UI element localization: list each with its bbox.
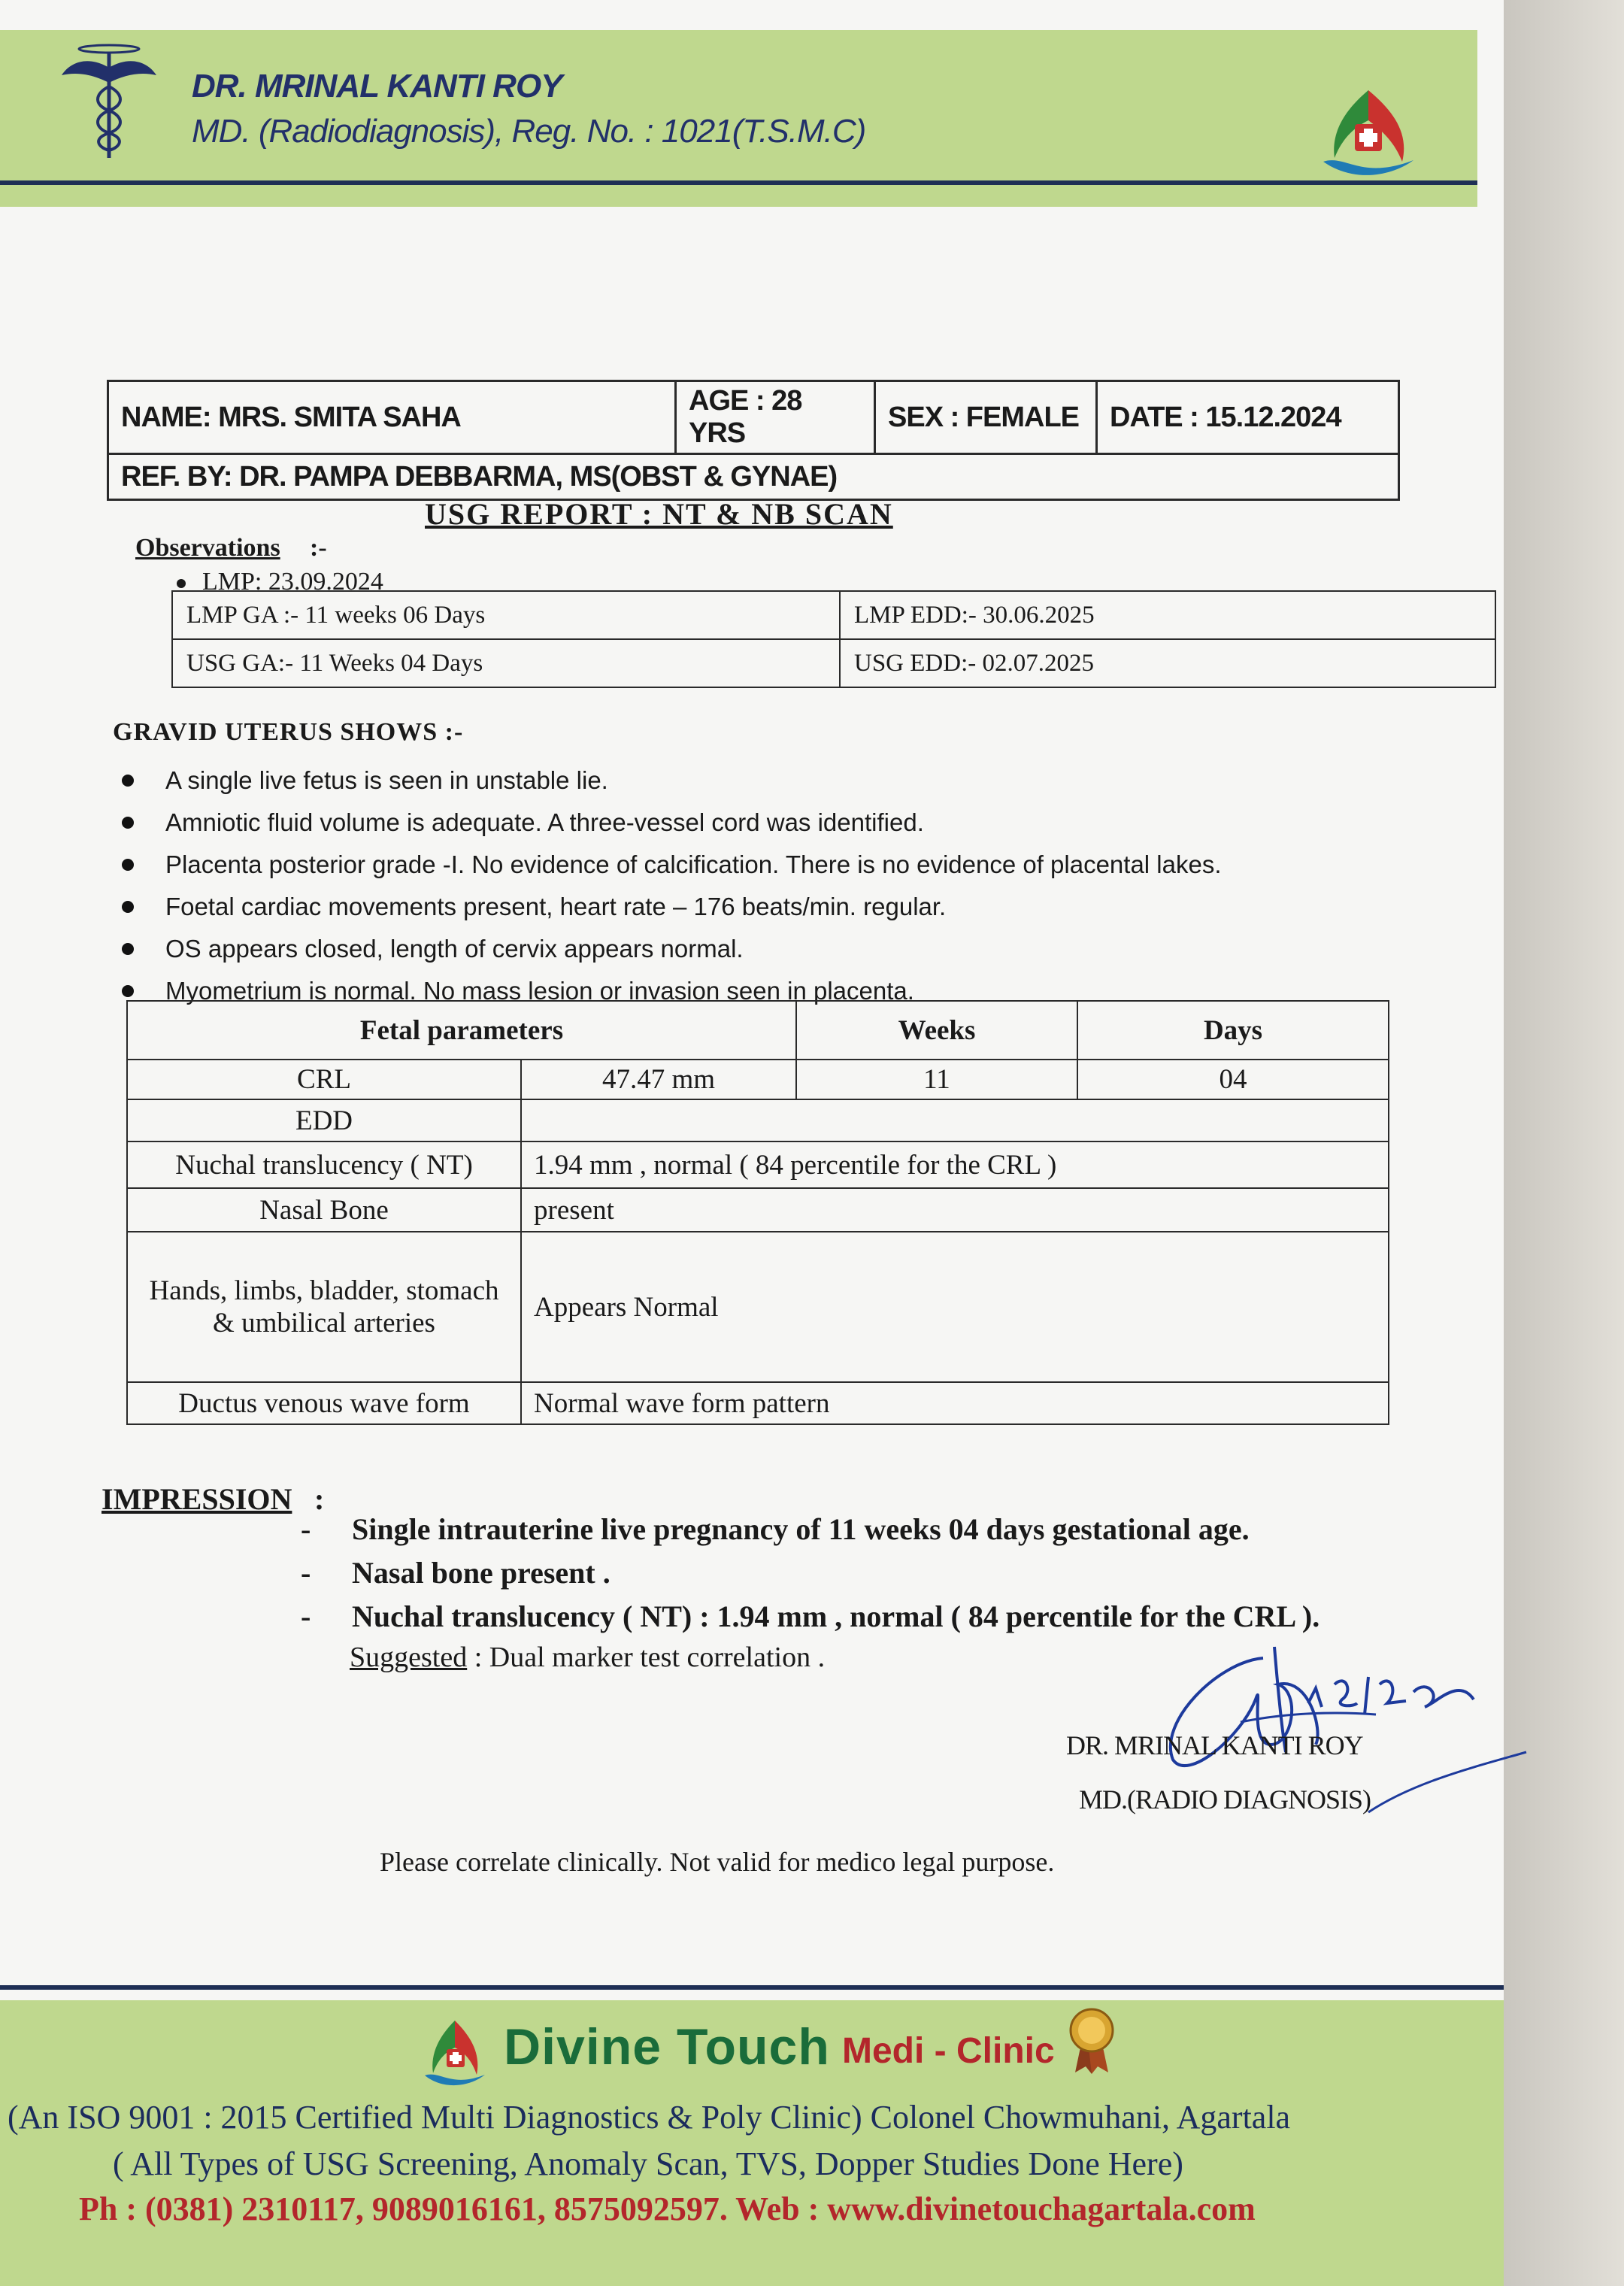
desk-background xyxy=(1504,0,1624,2286)
report-title: USG REPORT : NT & NB SCAN xyxy=(425,497,893,531)
list-item: A single live fetus is seen in unstable lie. xyxy=(113,759,1222,802)
footer-rule xyxy=(0,1985,1504,1990)
footer-line-contact: Ph : (0381) 2310117, 9089016161, 8575092597. Web : www.divinetouchagartala.com xyxy=(79,2190,1256,2227)
bullet-icon xyxy=(122,817,134,829)
hands-label: Hands, limbs, bladder, stomach & umbilical arteries xyxy=(127,1232,521,1382)
list-item: Placenta posterior grade -I. No evidence of calcification. There is no evidence of placental lakes. xyxy=(113,844,1222,886)
bullet-icon xyxy=(122,901,134,913)
impression-heading-suffix: : xyxy=(314,1482,325,1516)
caduceus-icon xyxy=(60,41,158,162)
clinic-brand-sub: Medi - Clinic xyxy=(842,2031,1055,2071)
crl-value: 47.47 mm xyxy=(521,1060,796,1099)
fetal-parameters-table xyxy=(126,1000,1389,1425)
impression-heading: IMPRESSION xyxy=(102,1482,292,1516)
crl-label: CRL xyxy=(127,1060,521,1099)
lmp-edd: LMP EDD:- 30.06.2025 xyxy=(840,591,1495,639)
header-fetal-parameters: Fetal parameters xyxy=(127,1001,796,1060)
dash-marker: - xyxy=(301,1512,311,1546)
list-item: - Single intrauterine live pregnancy of 11 weeks 04 days gestational age. xyxy=(301,1508,1320,1551)
clinic-brand-name: Divine Touch xyxy=(504,2018,830,2075)
signatory-qualification: MD.(RADIO DIAGNOSIS) xyxy=(1079,1784,1371,1815)
bullet-icon xyxy=(122,943,134,955)
impression-list xyxy=(301,1508,1320,1639)
letterhead-rule xyxy=(0,180,1477,185)
bullet-icon xyxy=(122,859,134,871)
observations-heading: Observations xyxy=(135,534,280,562)
nt-value: 1.94 mm , normal ( 84 percentile for the CRL ) xyxy=(521,1141,1389,1188)
bullet-icon xyxy=(122,985,134,997)
referred-by: REF. BY: DR. PAMPA DEBBARMA, MS(OBST & GYNAE) xyxy=(108,454,1399,500)
clinic-logo-icon xyxy=(421,2019,489,2090)
suggested-line xyxy=(350,1641,825,1674)
list-item: Amniotic fluid volume is adequate. A three-vessel cord was identified. xyxy=(113,802,1222,844)
ductus-venous-value: Normal wave form pattern xyxy=(521,1382,1389,1424)
lmp-value: LMP: 23.09.2024 xyxy=(202,568,383,596)
nt-label: Nuchal translucency ( NT) xyxy=(127,1141,521,1188)
ductus-venous-label: Ductus venous wave form xyxy=(127,1382,521,1424)
doctor-name: DR. MRINAL KANTI ROY xyxy=(192,68,562,105)
list-item: - Nasal bone present . xyxy=(301,1551,1320,1595)
edd-label: EDD xyxy=(127,1099,521,1141)
header-days: Days xyxy=(1077,1001,1389,1060)
footer-line-services: ( All Types of USG Screening, Anomaly Scan, TVS, Dopper Studies Done Here) xyxy=(113,2145,1183,2182)
usg-ga: USG GA:- 11 Weeks 04 Days xyxy=(172,639,840,687)
header-weeks: Weeks xyxy=(796,1001,1077,1060)
iso-seal-icon xyxy=(1068,2006,1116,2074)
usg-edd: USG EDD:- 02.07.2025 xyxy=(840,639,1495,687)
signatory-name: DR. MRINAL KANTI ROY xyxy=(1066,1730,1363,1760)
findings-list xyxy=(113,759,1222,1012)
suggested-text: : Dual marker test correlation . xyxy=(467,1642,826,1673)
crl-weeks: 11 xyxy=(796,1060,1077,1099)
edd-value xyxy=(521,1099,1389,1141)
patient-info-table xyxy=(107,380,1400,501)
dash-marker: - xyxy=(301,1556,311,1590)
doctor-qualification: MD. (Radiodiagnosis), Reg. No. : 1021(T.S.M.C) xyxy=(192,113,866,150)
dash-marker: - xyxy=(301,1599,311,1633)
list-item: Myometrium is normal. No mass lesion or invasion seen in placenta. xyxy=(113,970,1222,1012)
crl-days: 04 xyxy=(1077,1060,1389,1099)
bullet-icon xyxy=(177,579,186,588)
lmp-ga: LMP GA :- 11 weeks 06 Days xyxy=(172,591,840,639)
bullet-icon xyxy=(122,775,134,787)
nasal-bone-label: Nasal Bone xyxy=(127,1188,521,1232)
footer-line-iso: (An ISO 9001 : 2015 Certified Multi Diagnostics & Poly Clinic) Colonel Chowmuhani, Agartala xyxy=(8,2099,1291,2136)
clinic-logo-icon xyxy=(1316,86,1421,184)
observations-heading-suffix: :- xyxy=(310,534,327,562)
nasal-bone-value: present xyxy=(521,1188,1389,1232)
suggested-label: Suggested xyxy=(350,1642,468,1673)
gestation-table xyxy=(171,590,1496,688)
disclaimer-note: Please correlate clinically. Not valid for medico legal purpose. xyxy=(380,1847,1055,1877)
gravid-heading: GRAVID UTERUS SHOWS :- xyxy=(113,718,464,746)
patient-name: NAME: MRS. SMITA SAHA xyxy=(108,381,676,454)
patient-age: AGE : 28 YRS xyxy=(676,381,875,454)
report-date: DATE : 15.12.2024 xyxy=(1097,381,1399,454)
hands-value: Appears Normal xyxy=(521,1232,1389,1382)
patient-sex: SEX : FEMALE xyxy=(875,381,1097,454)
list-item: OS appears closed, length of cervix appears normal. xyxy=(113,928,1222,970)
list-item: Foetal cardiac movements present, heart rate – 176 beats/min. regular. xyxy=(113,886,1222,928)
list-item: - Nuchal translucency ( NT) : 1.94 mm , normal ( 84 percentile for the CRL ). xyxy=(301,1595,1320,1639)
